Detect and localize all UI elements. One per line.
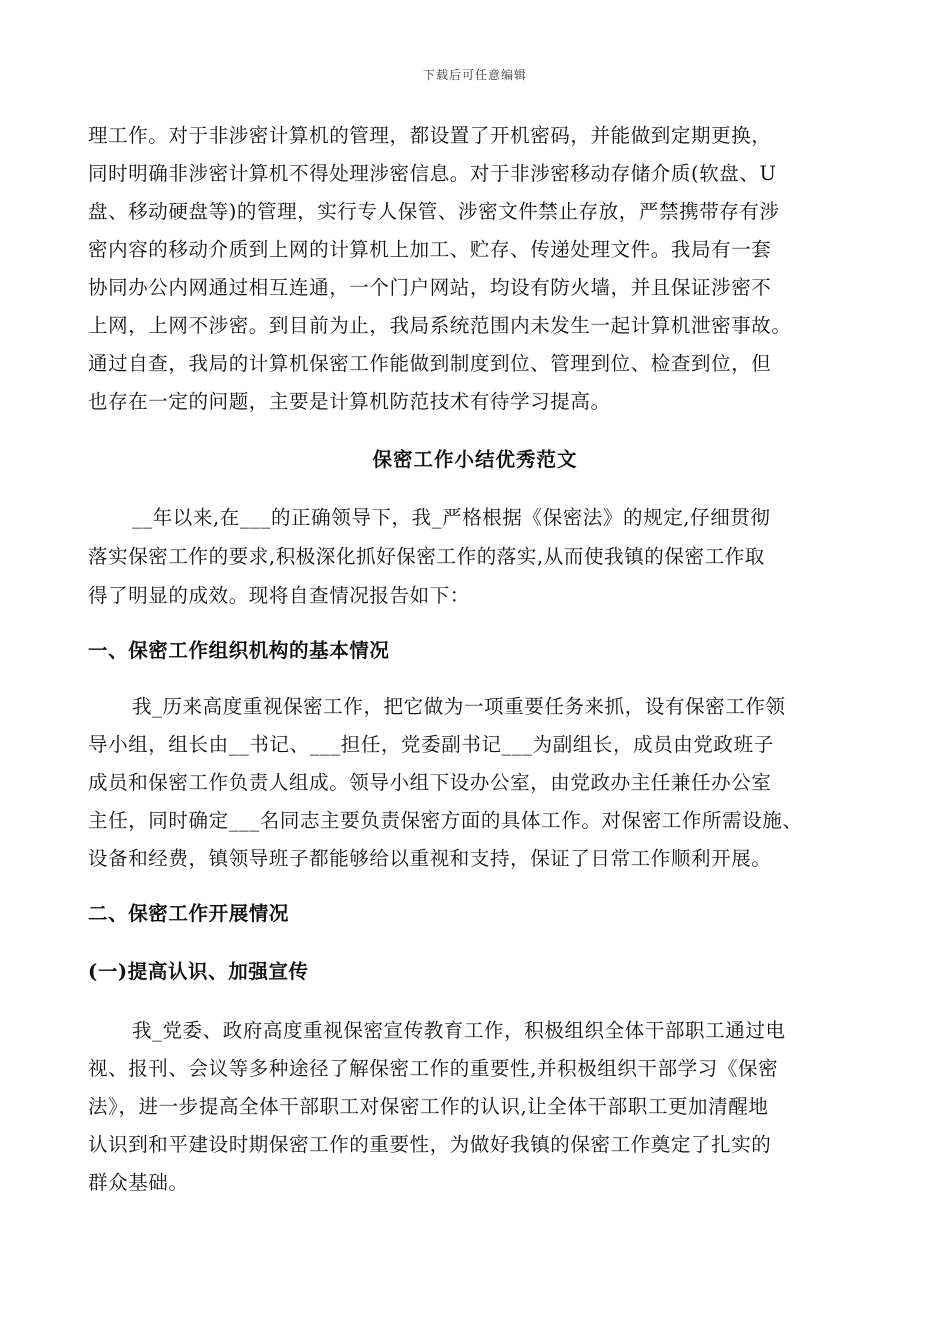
- paragraph-1-line: 同时明确非涉密计算机不得处理涉密信息。对于非涉密移动存储介质(软盘、U: [88, 162, 777, 185]
- paragraph-3-line: 我_历来高度重视保密工作，把它做为一项重要任务来抓，设有保密工作领: [132, 695, 786, 718]
- paragraph-2-line: 得了明显的成效。现将自查情况报告如下：: [88, 584, 470, 607]
- page-header: 下载后可任意编辑: [422, 68, 527, 82]
- paragraph-1-line: 通过自查，我局的计算机保密工作能做到制度到位、管理到位、检查到位，但: [88, 352, 772, 375]
- paragraph-3-line: 设备和经费，镇领导班子都能够给以重视和支持，保证了日常工作顺利开展。: [88, 847, 772, 870]
- subsection-heading-1: (一)提高认识、加强宣传: [88, 960, 309, 983]
- paragraph-3-line: 成员和保密工作负责人组成。领导小组下设办公室，由党政办主任兼任办公室: [88, 771, 772, 794]
- paragraph-1-line: 上网，上网不涉密。到目前为止，我局系统范围内未发生一起计算机泄密事故。: [88, 314, 792, 337]
- paragraph-1-line: 也存在一定的问题，主要是计算机防范技术有待学习提高。: [88, 390, 611, 413]
- paragraph-1-line: 协同办公内网通过相互连通，一个门户网站，均设有防火墙，并且保证涉密不: [88, 276, 772, 299]
- paragraph-4-line: 法》，进一步提高全体干部职工对保密工作的认识,让全体干部职工更加清醒地: [88, 1095, 769, 1118]
- paragraph-4-line: 视、报刊、会议等多种途径了解保密工作的重要性,并积极组织干部学习《保密: [88, 1057, 779, 1080]
- paragraph-1-line: 盘、移动硬盘等)的管理，实行专人保管、涉密文件禁止存放，严禁携带存有涉: [88, 200, 780, 223]
- document-title: 保密工作小结优秀范文: [372, 448, 578, 471]
- paragraph-1-line: 理工作。对于非涉密计算机的管理，都设置了开机密码，并能做到定期更换，: [88, 124, 772, 147]
- section-heading-2: 二、保密工作开展情况: [88, 902, 290, 925]
- paragraph-2-line: __年以来,在___的正确领导下，我_严格根据《保密法》的规定,仔细贯彻: [132, 506, 771, 529]
- paragraph-3-line: 主任，同时确定___名同志主要负责保密方面的具体工作。对保密工作所需设施、: [88, 809, 803, 832]
- paragraph-3-line: 导小组，组长由__书记、___担任，党委副书记___为副组长，成员由党政班子: [88, 733, 774, 756]
- section-heading-1: 一、保密工作组织机构的基本情况: [88, 639, 390, 662]
- paragraph-4-line: 认识到和平建设时期保密工作的重要性，为做好我镇的保密工作奠定了扎实的: [88, 1133, 772, 1156]
- paragraph-2-line: 落实保密工作的要求,积极深化抓好保密工作的落实,从而使我镇的保密工作取: [88, 545, 765, 568]
- paragraph-4-line: 群众基础。: [88, 1171, 189, 1194]
- paragraph-4-line: 我_党委、政府高度重视保密宣传教育工作，积极组织全体干部职工通过电: [132, 1019, 786, 1042]
- paragraph-1-line: 密内容的移动介质到上网的计算机上加工、贮存、传递处理文件。我局有一套: [88, 238, 772, 261]
